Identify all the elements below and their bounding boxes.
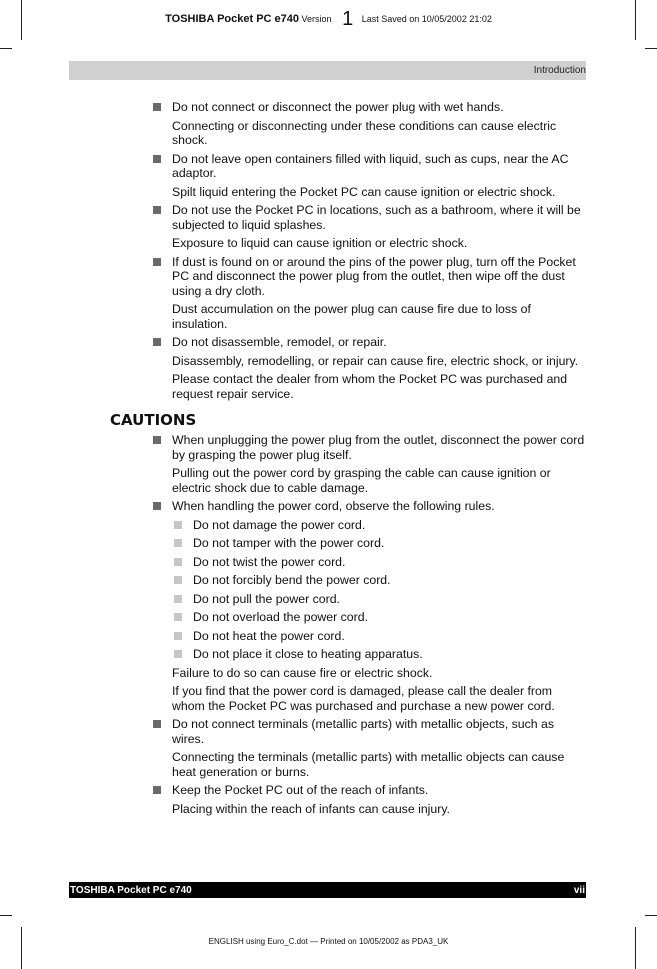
note-text: Placing within the reach of infants can cause injury. (172, 801, 450, 816)
note-text: Disassembly, remodelling, or repair can cause fire, electric shock, or injury. (172, 353, 579, 368)
sub-list-item (152, 573, 588, 588)
square-bullet-icon (174, 613, 182, 621)
footer-bar (69, 882, 586, 898)
list-item-text: If dust is found on or around the pins of the power plug, turn off the Pocket PC and disconnect the power plug from the outlet, then wipe off the dust using a dry cloth. (172, 254, 576, 298)
list-item-text: Do not leave open containers filled with liquid, such as cups, near the AC adaptor. (172, 151, 569, 180)
sub-list-item-text: Do not pull the power cord. (193, 591, 340, 606)
note-text: Please contact the dealer from whom the Pocket PC was purchased and request repair service. (172, 372, 568, 401)
sub-list-item-text: Do not heat the power cord. (193, 628, 345, 643)
list-item-text: Do not connect or disconnect the power plug with wet hands. (172, 100, 504, 114)
square-bullet-icon (153, 720, 161, 728)
crop-mark (645, 915, 657, 916)
square-bullet-icon (153, 206, 161, 214)
sub-list-item (152, 610, 588, 625)
sub-list-item-text: Do not tamper with the power cord. (193, 536, 385, 550)
square-bullet-icon (153, 436, 161, 444)
list-item (152, 783, 588, 798)
crop-mark (0, 48, 12, 49)
note-text: Exposure to liquid can cause ignition or electric shock. (172, 236, 468, 250)
note-text: Connecting the terminals (metallic parts) with metallic objects can cause heat generation or burns. (172, 750, 565, 779)
square-bullet-icon (153, 155, 161, 163)
note-text: If you find that the power cord is damaged, please call the dealer from whom the Pocket PC was purchased and purchase a new power cord. (172, 684, 555, 713)
square-bullet-icon (174, 650, 182, 658)
list-item (152, 255, 588, 299)
list-item (152, 100, 588, 115)
crop-mark (645, 48, 657, 49)
list-item-text: Keep the Pocket PC out of the reach of infants. (172, 783, 429, 797)
cautions-heading: CAUTIONS (110, 411, 197, 429)
sub-list-item (152, 518, 588, 533)
square-bullet-icon (174, 595, 182, 603)
sub-list-item-text: Do not forcibly bend the power cord. (193, 573, 391, 587)
list-item-text: Do not connect terminals (metallic parts) with metallic objects, such as wires. (172, 717, 555, 746)
square-bullet-icon (174, 521, 182, 529)
note-text: Dust accumulation on the power plug can cause fire due to loss of insulation. (172, 302, 531, 331)
square-bullet-icon (174, 558, 182, 566)
crop-mark (0, 915, 12, 916)
list-item (152, 717, 588, 746)
header-last-saved: Last Saved on 10/05/2002 21:02 (361, 14, 492, 24)
list-item-text: When handling the power cord, observe the following rules. (172, 499, 495, 513)
sub-list-item-text: Do not place it close to heating apparatus. (193, 647, 423, 661)
note-text: Spilt liquid entering the Pocket PC can cause ignition or electric shock. (172, 184, 556, 199)
square-bullet-icon (153, 502, 161, 510)
sub-list-item-text: Do not twist the power cord. (193, 554, 346, 569)
note-text: Pulling out the power cord by grasping the cable can cause ignition or electric shock due to cable damage. (172, 466, 551, 495)
header-version-number: 1 (342, 8, 354, 30)
header-title: TOSHIBA Pocket PC e740 (165, 13, 300, 25)
sub-list-item (152, 629, 588, 644)
sub-list-item (152, 647, 588, 662)
square-bullet-icon (174, 539, 182, 547)
document-header (0, 8, 657, 31)
section-label: Introduction (533, 65, 586, 76)
note-text: Failure to do so can cause fire or electric shock. (172, 665, 433, 680)
square-bullet-icon (153, 103, 161, 111)
sub-list-item-text: Do not damage the power cord. (193, 517, 366, 532)
list-item (152, 433, 588, 462)
list-item-text: When unplugging the power plug from the outlet, disconnect the power cord by grasping the power plug itself. (172, 433, 585, 462)
page-number: vii (573, 884, 585, 896)
square-bullet-icon (153, 786, 161, 794)
section-header-bar (69, 61, 586, 80)
print-info: ENGLISH using Euro_C.dot — Printed on 10/05/2002 as PDA3_UK (208, 937, 449, 946)
square-bullet-icon (174, 632, 182, 640)
list-item (152, 499, 588, 514)
sub-list-item (152, 592, 588, 607)
header-version-label: Version (301, 14, 332, 24)
crop-mark (21, 927, 22, 969)
list-item (152, 152, 588, 181)
note-text: Connecting or disconnecting under these conditions can cause electric shock. (172, 118, 557, 147)
list-item (152, 335, 588, 350)
sub-list-item (152, 555, 588, 570)
page-content (110, 100, 588, 820)
footer-title: TOSHIBA Pocket PC e740 (70, 884, 192, 896)
list-item-text: Do not use the Pocket PC in locations, such as a bathroom, where it will be subjected to liquid splashes. (172, 203, 581, 232)
square-bullet-icon (174, 576, 182, 584)
sub-list-item-text: Do not overload the power cord. (193, 610, 368, 624)
list-item-text: Do not disassemble, remodel, or repair. (172, 335, 387, 349)
square-bullet-icon (153, 338, 161, 346)
sub-list-item (152, 536, 588, 551)
square-bullet-icon (153, 258, 161, 266)
crop-mark (635, 927, 636, 969)
list-item (152, 203, 588, 232)
